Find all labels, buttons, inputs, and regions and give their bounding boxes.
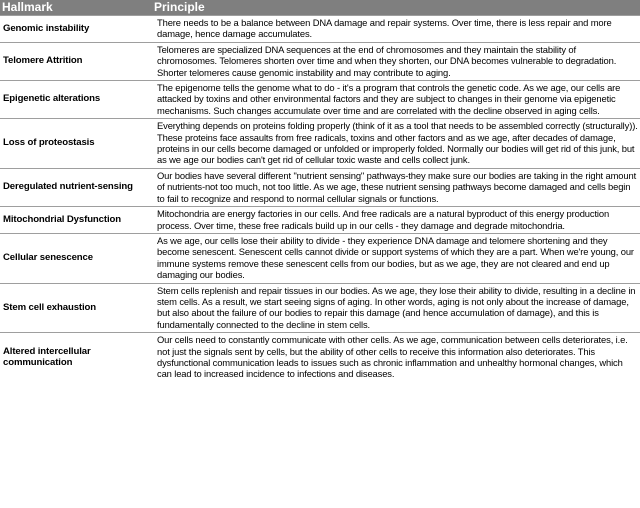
principle-cell: Our cells need to constantly communicate with other cells. As we age, communication between cells deteriorates, i.e. not just the signals sent by cells, but the ability of other cells to receive this information also deteriorates. This dysfunctional communication leads to issues such as chronic inflammation and unhealthy hormonal changes, which can lead to increased incidence to infections and diseases. [152,333,640,382]
hallmark-cell: Cellular senescence [0,233,152,283]
table-row [0,233,640,283]
principle-cell: Telomeres are specialized DNA sequences at the end of chromosomes and they maintain the stability of chromosomes. Telomeres shorten over time and when they shorten, our DNA becomes vulnerable to degradation. Shorter telomeres cause genomic instability and may contribute to aging. [152,42,640,80]
hallmark-cell: Telomere Attrition [0,42,152,80]
principle-cell: Stem cells replenish and repair tissues in our bodies. As we age, they lose their ability to divide, resulting in a decline in stem cells. As a result, we start seeing signs of aging. In other words, aging is not only about the increase of damage, but also about the failure of our bodies to repair this damage (and hence accumulation of damage), and this is fundamentally connected to the decline in stem cells. [152,283,640,333]
principle-cell: Mitochondria are energy factories in our cells. And free radicals are a natural byproduct of this energy production process. Over time, these free radicals build up in our cells - they damage and degrade mitochondria. [152,207,640,234]
principle-cell: The epigenome tells the genome what to do - it's a program that controls the genetic code. As we age, our cells are attacked by toxins and other environmental factors and they are subject to changes in their genome via epigenetic mechanisms. Such changes accumulate over time and are correlated with the decline observed in aging cells. [152,81,640,119]
principle-cell: There needs to be a balance between DNA damage and repair systems. Over time, there is less repair and more damage, hence damage accumulates. [152,16,640,43]
principle-cell: As we age, our cells lose their ability to divide - they experience DNA damage and telomere shortening and they become senescent. Senescent cells cannot divide or support systems of which they are a part. When we're young, our immune systems remove these senescent cells from our bodies, but as we age, they are not cleared and end up damaging our bodies. [152,233,640,283]
column-header-principle: Principle [152,0,640,16]
table-row [0,333,640,382]
table-header-row [0,0,640,16]
principle-cell: Everything depends on proteins folding properly (think of it as a tool that needs to be assembled correctly (structurally)). These proteins face assaults from free radicals, toxins and other factors and as we age, after decades of damage, proteins in our cells become damaged or unfolded or improperly folded. Normally our bodies will get rid of this junk, but as we age our bodies can't get rid of cellular toxic waste and cells collect junk. [152,119,640,169]
table-row [0,283,640,333]
table-row [0,42,640,80]
table-row [0,168,640,206]
hallmark-cell: Mitochondrial Dysfunction [0,207,152,234]
hallmark-cell: Stem cell exhaustion [0,283,152,333]
table-row [0,119,640,169]
table-row [0,81,640,119]
hallmark-cell: Loss of proteostasis [0,119,152,169]
table-row [0,16,640,43]
column-header-hallmark: Hallmark [0,0,152,16]
principle-cell: Our bodies have several different "nutrient sensing" pathways-they make sure our bodies are taking in the right amount of nutrients-not too much, not too little. As we age, these nutrient sensing pathways become damaged and cells begin to fail to recognize and respond to normal cellular signals or functions. [152,168,640,206]
hallmark-cell: Deregulated nutrient-sensing [0,168,152,206]
table-row [0,207,640,234]
hallmark-cell: Altered intercellular communication [0,333,152,382]
hallmark-cell: Genomic instability [0,16,152,43]
hallmark-cell: Epigenetic alterations [0,81,152,119]
